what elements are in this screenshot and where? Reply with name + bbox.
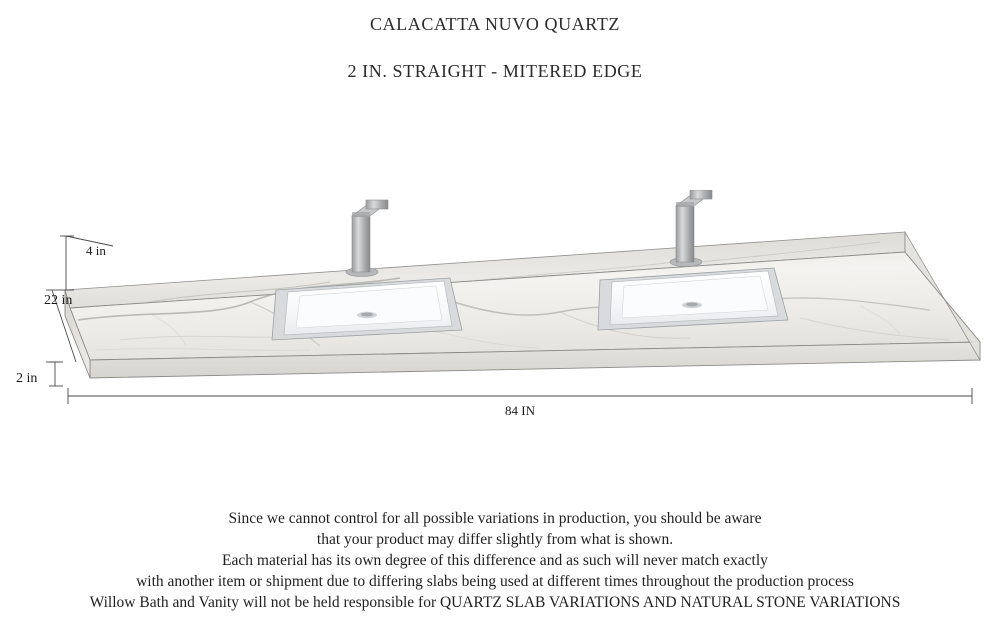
page-subtitle: 2 IN. STRAIGHT - MITERED EDGE xyxy=(347,61,643,81)
vanity-top-illustration xyxy=(0,190,990,420)
dimension-label-backsplash: 4 in xyxy=(86,243,106,258)
dimension-label-depth: 22 in xyxy=(44,293,73,308)
page-title: CALACATTA NUVO QUARTZ xyxy=(369,14,621,34)
disclaimer-line-5: Willow Bath and Vanity will not be held responsible for QUARTZ SLAB VARIATIONS AND NATURAL STONE VARIATIONS xyxy=(89,594,901,611)
left-faucet xyxy=(346,200,388,277)
disclaimer-line-1: Since we cannot control for all possible variations in production, you should be aware xyxy=(228,510,762,527)
disclaimer-block xyxy=(0,508,990,613)
disclaimer-line-2: that your product may differ slightly from what is shown. xyxy=(316,531,674,548)
product-diagram xyxy=(0,190,990,420)
dimension-label-thickness: 2 in xyxy=(16,371,38,386)
dimension-label-width: 84 IN xyxy=(505,403,535,418)
title-block xyxy=(0,14,990,82)
disclaimer-line-3: Each material has its own degree of this difference and as such will never match exactly xyxy=(222,552,768,569)
disclaimer-line-4: with another item or shipment due to differing slabs being used at different times throughout the production process xyxy=(136,573,854,590)
